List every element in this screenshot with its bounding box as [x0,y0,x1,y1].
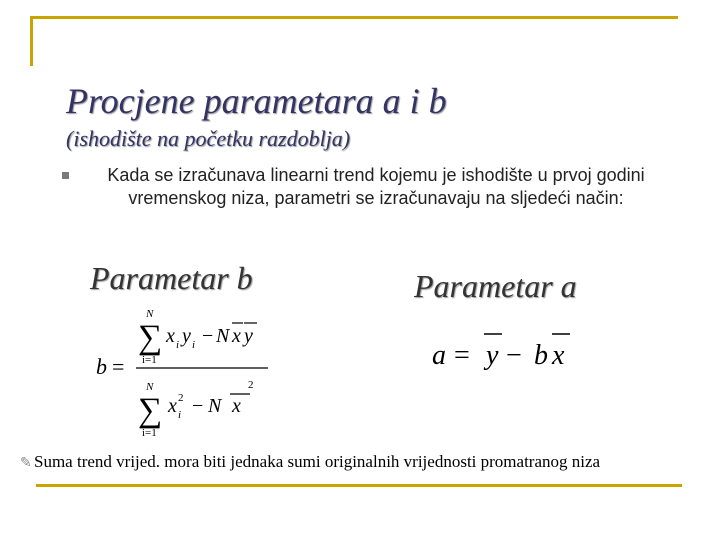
num-sigma-icon: ∑ [138,319,163,356]
formula-a-eq: = [454,340,470,371]
formula-a [430,322,590,382]
formula-a-minus: − [506,340,522,371]
num-n: N [216,325,230,347]
frame-bottom-line [36,484,682,487]
parametar-b-heading: Parametar b [90,260,253,296]
formula-a-b: b [534,340,548,371]
frame-top-line [30,16,678,19]
den-xbar-sup: 2 [248,379,254,391]
parametar-a-heading: Parametar a [414,268,577,304]
num-y-sub: i [192,339,196,351]
den-minus: − [192,395,204,417]
frame-left-line [30,16,33,66]
bullet-square-icon [62,172,69,179]
den-sum-upper: N [146,381,154,393]
note-text: Suma trend vrijed. mora biti jednaka sumi originalnih vrijednosti promatranog niza [34,452,601,471]
num-x: x [166,325,175,347]
bullet-text: Kada se izračunava linearni trend kojemu je ishodište u prvoj godini vremenskog niza, parametri se izračunavaju na sljedeći način: [107,165,645,208]
slide-title: Procjene parametara a i b [66,81,447,121]
den-x-sup: 2 [178,392,184,404]
den-xbar: x [232,395,241,417]
note-bullet-icon: ✎ [20,456,32,471]
num-sum-upper: N [146,308,154,320]
formula-b-lhs: b [96,354,107,379]
num-minus: − [202,325,214,347]
num-xbar: x [232,325,241,347]
num-ybar: y [244,325,253,347]
num-sum-lower: i=1 [142,354,157,366]
den-sum-lower: i=1 [142,427,157,439]
den-x-sub: i [178,409,182,421]
den-n: N [208,395,222,417]
den-x: x [168,395,177,417]
num-y: y [182,325,191,347]
slide-subtitle: (ishodište na početku razdoblja) [66,126,351,151]
formula-a-ybar: y [486,340,499,371]
formula-a-lhs: a [432,340,446,371]
den-sigma-icon: ∑ [138,392,163,429]
formula-b [92,304,282,444]
formula-a-xbar: x [552,340,565,371]
num-x-sub: i [176,339,180,351]
formula-b-eq: = [112,354,125,379]
